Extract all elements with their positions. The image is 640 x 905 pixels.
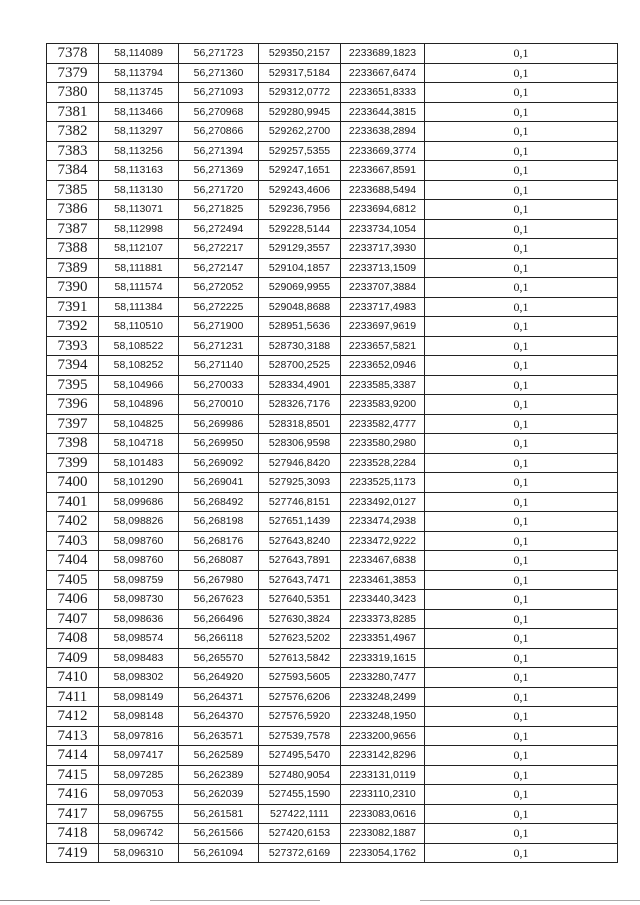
accuracy-cell: 0,1 [425, 551, 618, 571]
table-row [47, 843, 618, 863]
y-coordinate-cell: 2233461,3853 [341, 570, 425, 590]
point-number-cell: 7384 [47, 161, 99, 181]
y-coordinate-cell: 2233083,0616 [341, 804, 425, 824]
table-row [47, 570, 618, 590]
point-number-cell: 7408 [47, 629, 99, 649]
table-row [47, 44, 618, 64]
accuracy-cell: 0,1 [425, 492, 618, 512]
point-number-cell: 7388 [47, 239, 99, 259]
accuracy-cell: 0,1 [425, 258, 618, 278]
point-number-cell: 7387 [47, 219, 99, 239]
point-number-cell: 7393 [47, 336, 99, 356]
accuracy-cell: 0,1 [425, 161, 618, 181]
latitude-cell: 58,113297 [99, 122, 179, 142]
table-row [47, 239, 618, 259]
longitude-cell: 56,268198 [179, 512, 259, 532]
y-coordinate-cell: 2233440,3423 [341, 590, 425, 610]
table-row [47, 824, 618, 844]
longitude-cell: 56,266118 [179, 629, 259, 649]
point-number-cell: 7410 [47, 668, 99, 688]
coordinates-table-body [47, 44, 618, 863]
accuracy-cell: 0,1 [425, 336, 618, 356]
point-number-cell: 7379 [47, 63, 99, 83]
accuracy-cell: 0,1 [425, 765, 618, 785]
table-row [47, 531, 618, 551]
table-row [47, 180, 618, 200]
longitude-cell: 56,271720 [179, 180, 259, 200]
accuracy-cell: 0,1 [425, 83, 618, 103]
y-coordinate-cell: 2233131,0119 [341, 765, 425, 785]
table-row [47, 609, 618, 629]
accuracy-cell: 0,1 [425, 395, 618, 415]
x-coordinate-cell: 527455,1590 [259, 785, 341, 805]
table-row [47, 219, 618, 239]
point-number-cell: 7397 [47, 414, 99, 434]
latitude-cell: 58,096742 [99, 824, 179, 844]
longitude-cell: 56,262589 [179, 746, 259, 766]
longitude-cell: 56,270010 [179, 395, 259, 415]
x-coordinate-cell: 527576,5920 [259, 707, 341, 727]
latitude-cell: 58,098760 [99, 531, 179, 551]
x-coordinate-cell: 528730,3188 [259, 336, 341, 356]
y-coordinate-cell: 2233657,5821 [341, 336, 425, 356]
table-row [47, 473, 618, 493]
point-number-cell: 7381 [47, 102, 99, 122]
y-coordinate-cell: 2233248,1950 [341, 707, 425, 727]
y-coordinate-cell: 2233472,9222 [341, 531, 425, 551]
latitude-cell: 58,101290 [99, 473, 179, 493]
point-number-cell: 7382 [47, 122, 99, 142]
point-number-cell: 7383 [47, 141, 99, 161]
x-coordinate-cell: 527495,5470 [259, 746, 341, 766]
longitude-cell: 56,269950 [179, 434, 259, 454]
y-coordinate-cell: 2233280,7477 [341, 668, 425, 688]
accuracy-cell: 0,1 [425, 746, 618, 766]
longitude-cell: 56,272217 [179, 239, 259, 259]
longitude-cell: 56,264920 [179, 668, 259, 688]
x-coordinate-cell: 527422,1111 [259, 804, 341, 824]
x-coordinate-cell: 529257,5355 [259, 141, 341, 161]
accuracy-cell: 0,1 [425, 44, 618, 64]
x-coordinate-cell: 528306,9598 [259, 434, 341, 454]
table-row [47, 648, 618, 668]
y-coordinate-cell: 2233583,9200 [341, 395, 425, 415]
latitude-cell: 58,097053 [99, 785, 179, 805]
latitude-cell: 58,104718 [99, 434, 179, 454]
x-coordinate-cell: 529069,9955 [259, 278, 341, 298]
accuracy-cell: 0,1 [425, 63, 618, 83]
accuracy-cell: 0,1 [425, 824, 618, 844]
x-coordinate-cell: 527623,5202 [259, 629, 341, 649]
y-coordinate-cell: 2233351,4967 [341, 629, 425, 649]
longitude-cell: 56,271394 [179, 141, 259, 161]
accuracy-cell: 0,1 [425, 609, 618, 629]
y-coordinate-cell: 2233694,6812 [341, 200, 425, 220]
table-row [47, 258, 618, 278]
longitude-cell: 56,271140 [179, 356, 259, 376]
table-row [47, 434, 618, 454]
latitude-cell: 58,112998 [99, 219, 179, 239]
table-row [47, 726, 618, 746]
x-coordinate-cell: 527643,8240 [259, 531, 341, 551]
latitude-cell: 58,099686 [99, 492, 179, 512]
x-coordinate-cell: 527640,5351 [259, 590, 341, 610]
longitude-cell: 56,272052 [179, 278, 259, 298]
accuracy-cell: 0,1 [425, 590, 618, 610]
point-number-cell: 7394 [47, 356, 99, 376]
y-coordinate-cell: 2233585,3387 [341, 375, 425, 395]
point-number-cell: 7413 [47, 726, 99, 746]
latitude-cell: 58,113071 [99, 200, 179, 220]
longitude-cell: 56,262389 [179, 765, 259, 785]
accuracy-cell: 0,1 [425, 804, 618, 824]
accuracy-cell: 0,1 [425, 648, 618, 668]
longitude-cell: 56,266496 [179, 609, 259, 629]
footer-rule [420, 900, 640, 901]
x-coordinate-cell: 527372,6169 [259, 843, 341, 863]
latitude-cell: 58,110510 [99, 317, 179, 337]
x-coordinate-cell: 528334,4901 [259, 375, 341, 395]
coordinates-table [46, 43, 618, 863]
x-coordinate-cell: 529247,1651 [259, 161, 341, 181]
point-number-cell: 7417 [47, 804, 99, 824]
y-coordinate-cell: 2233689,1823 [341, 44, 425, 64]
y-coordinate-cell: 2233667,8591 [341, 161, 425, 181]
longitude-cell: 56,271369 [179, 161, 259, 181]
latitude-cell: 58,111881 [99, 258, 179, 278]
x-coordinate-cell: 527643,7891 [259, 551, 341, 571]
x-coordinate-cell: 527539,7578 [259, 726, 341, 746]
point-number-cell: 7416 [47, 785, 99, 805]
x-coordinate-cell: 529236,7956 [259, 200, 341, 220]
y-coordinate-cell: 2233688,5494 [341, 180, 425, 200]
table-row [47, 512, 618, 532]
longitude-cell: 56,271360 [179, 63, 259, 83]
x-coordinate-cell: 527480,9054 [259, 765, 341, 785]
latitude-cell: 58,112107 [99, 239, 179, 259]
table-row [47, 687, 618, 707]
longitude-cell: 56,267623 [179, 590, 259, 610]
point-number-cell: 7400 [47, 473, 99, 493]
table-row [47, 414, 618, 434]
point-number-cell: 7401 [47, 492, 99, 512]
accuracy-cell: 0,1 [425, 512, 618, 532]
latitude-cell: 58,097285 [99, 765, 179, 785]
table-row [47, 668, 618, 688]
accuracy-cell: 0,1 [425, 122, 618, 142]
point-number-cell: 7380 [47, 83, 99, 103]
table-row [47, 336, 618, 356]
accuracy-cell: 0,1 [425, 726, 618, 746]
accuracy-cell: 0,1 [425, 180, 618, 200]
x-coordinate-cell: 527613,5842 [259, 648, 341, 668]
table-row [47, 707, 618, 727]
longitude-cell: 56,264370 [179, 707, 259, 727]
longitude-cell: 56,262039 [179, 785, 259, 805]
table-row [47, 102, 618, 122]
x-coordinate-cell: 528700,2525 [259, 356, 341, 376]
latitude-cell: 58,113745 [99, 83, 179, 103]
x-coordinate-cell: 527420,6153 [259, 824, 341, 844]
x-coordinate-cell: 527946,8420 [259, 453, 341, 473]
accuracy-cell: 0,1 [425, 531, 618, 551]
accuracy-cell: 0,1 [425, 102, 618, 122]
point-number-cell: 7378 [47, 44, 99, 64]
x-coordinate-cell: 529104,1857 [259, 258, 341, 278]
latitude-cell: 58,096310 [99, 843, 179, 863]
y-coordinate-cell: 2233110,2310 [341, 785, 425, 805]
table-row [47, 785, 618, 805]
point-number-cell: 7412 [47, 707, 99, 727]
point-number-cell: 7407 [47, 609, 99, 629]
latitude-cell: 58,111384 [99, 297, 179, 317]
y-coordinate-cell: 2233373,8285 [341, 609, 425, 629]
longitude-cell: 56,270968 [179, 102, 259, 122]
x-coordinate-cell: 529262,2700 [259, 122, 341, 142]
latitude-cell: 58,098730 [99, 590, 179, 610]
latitude-cell: 58,098574 [99, 629, 179, 649]
x-coordinate-cell: 527593,5605 [259, 668, 341, 688]
point-number-cell: 7399 [47, 453, 99, 473]
y-coordinate-cell: 2233697,9619 [341, 317, 425, 337]
x-coordinate-cell: 528951,5636 [259, 317, 341, 337]
point-number-cell: 7411 [47, 687, 99, 707]
longitude-cell: 56,267980 [179, 570, 259, 590]
point-number-cell: 7390 [47, 278, 99, 298]
point-number-cell: 7414 [47, 746, 99, 766]
latitude-cell: 58,113163 [99, 161, 179, 181]
point-number-cell: 7405 [47, 570, 99, 590]
longitude-cell: 56,272225 [179, 297, 259, 317]
longitude-cell: 56,271825 [179, 200, 259, 220]
longitude-cell: 56,268087 [179, 551, 259, 571]
y-coordinate-cell: 2233200,9656 [341, 726, 425, 746]
accuracy-cell: 0,1 [425, 200, 618, 220]
table-row [47, 375, 618, 395]
table-row [47, 161, 618, 181]
y-coordinate-cell: 2233638,2894 [341, 122, 425, 142]
point-number-cell: 7418 [47, 824, 99, 844]
footer-rule [150, 900, 320, 901]
table-row [47, 629, 618, 649]
latitude-cell: 58,096755 [99, 804, 179, 824]
x-coordinate-cell: 529129,3557 [259, 239, 341, 259]
x-coordinate-cell: 527746,8151 [259, 492, 341, 512]
point-number-cell: 7392 [47, 317, 99, 337]
x-coordinate-cell: 527630,3824 [259, 609, 341, 629]
accuracy-cell: 0,1 [425, 219, 618, 239]
longitude-cell: 56,269986 [179, 414, 259, 434]
point-number-cell: 7385 [47, 180, 99, 200]
table-row [47, 122, 618, 142]
point-number-cell: 7415 [47, 765, 99, 785]
y-coordinate-cell: 2233248,2499 [341, 687, 425, 707]
latitude-cell: 58,113256 [99, 141, 179, 161]
longitude-cell: 56,261094 [179, 843, 259, 863]
x-coordinate-cell: 528326,7176 [259, 395, 341, 415]
y-coordinate-cell: 2233054,1762 [341, 843, 425, 863]
longitude-cell: 56,263571 [179, 726, 259, 746]
footer-rule [0, 900, 110, 901]
accuracy-cell: 0,1 [425, 278, 618, 298]
table-row [47, 453, 618, 473]
accuracy-cell: 0,1 [425, 570, 618, 590]
x-coordinate-cell: 528318,8501 [259, 414, 341, 434]
latitude-cell: 58,113130 [99, 180, 179, 200]
longitude-cell: 56,265570 [179, 648, 259, 668]
table-row [47, 141, 618, 161]
y-coordinate-cell: 2233582,4777 [341, 414, 425, 434]
accuracy-cell: 0,1 [425, 375, 618, 395]
x-coordinate-cell: 529350,2157 [259, 44, 341, 64]
accuracy-cell: 0,1 [425, 141, 618, 161]
point-number-cell: 7391 [47, 297, 99, 317]
longitude-cell: 56,261581 [179, 804, 259, 824]
latitude-cell: 58,098483 [99, 648, 179, 668]
x-coordinate-cell: 529280,9945 [259, 102, 341, 122]
point-number-cell: 7406 [47, 590, 99, 610]
point-number-cell: 7398 [47, 434, 99, 454]
accuracy-cell: 0,1 [425, 707, 618, 727]
accuracy-cell: 0,1 [425, 356, 618, 376]
x-coordinate-cell: 529243,4606 [259, 180, 341, 200]
longitude-cell: 56,269041 [179, 473, 259, 493]
y-coordinate-cell: 2233734,1054 [341, 219, 425, 239]
y-coordinate-cell: 2233669,3774 [341, 141, 425, 161]
latitude-cell: 58,114089 [99, 44, 179, 64]
point-number-cell: 7389 [47, 258, 99, 278]
y-coordinate-cell: 2233652,0946 [341, 356, 425, 376]
table-row [47, 83, 618, 103]
accuracy-cell: 0,1 [425, 453, 618, 473]
y-coordinate-cell: 2233644,3815 [341, 102, 425, 122]
latitude-cell: 58,098149 [99, 687, 179, 707]
longitude-cell: 56,261566 [179, 824, 259, 844]
y-coordinate-cell: 2233142,8296 [341, 746, 425, 766]
point-number-cell: 7403 [47, 531, 99, 551]
longitude-cell: 56,268176 [179, 531, 259, 551]
accuracy-cell: 0,1 [425, 434, 618, 454]
longitude-cell: 56,272494 [179, 219, 259, 239]
latitude-cell: 58,097417 [99, 746, 179, 766]
table-row [47, 63, 618, 83]
x-coordinate-cell: 527576,6206 [259, 687, 341, 707]
accuracy-cell: 0,1 [425, 317, 618, 337]
longitude-cell: 56,269092 [179, 453, 259, 473]
y-coordinate-cell: 2233082,1887 [341, 824, 425, 844]
latitude-cell: 58,101483 [99, 453, 179, 473]
y-coordinate-cell: 2233667,6474 [341, 63, 425, 83]
x-coordinate-cell: 529048,8688 [259, 297, 341, 317]
accuracy-cell: 0,1 [425, 239, 618, 259]
accuracy-cell: 0,1 [425, 687, 618, 707]
y-coordinate-cell: 2233717,4983 [341, 297, 425, 317]
accuracy-cell: 0,1 [425, 414, 618, 434]
accuracy-cell: 0,1 [425, 785, 618, 805]
table-row [47, 492, 618, 512]
latitude-cell: 58,113466 [99, 102, 179, 122]
table-row [47, 395, 618, 415]
table-row [47, 590, 618, 610]
y-coordinate-cell: 2233707,3884 [341, 278, 425, 298]
latitude-cell: 58,098759 [99, 570, 179, 590]
latitude-cell: 58,104825 [99, 414, 179, 434]
y-coordinate-cell: 2233319,1615 [341, 648, 425, 668]
latitude-cell: 58,098760 [99, 551, 179, 571]
y-coordinate-cell: 2233474,2938 [341, 512, 425, 532]
table-row [47, 297, 618, 317]
longitude-cell: 56,270033 [179, 375, 259, 395]
accuracy-cell: 0,1 [425, 843, 618, 863]
y-coordinate-cell: 2233580,2980 [341, 434, 425, 454]
accuracy-cell: 0,1 [425, 297, 618, 317]
longitude-cell: 56,264371 [179, 687, 259, 707]
y-coordinate-cell: 2233528,2284 [341, 453, 425, 473]
table-row [47, 200, 618, 220]
table-row [47, 551, 618, 571]
longitude-cell: 56,272147 [179, 258, 259, 278]
latitude-cell: 58,098636 [99, 609, 179, 629]
point-number-cell: 7396 [47, 395, 99, 415]
x-coordinate-cell: 527925,3093 [259, 473, 341, 493]
x-coordinate-cell: 527643,7471 [259, 570, 341, 590]
accuracy-cell: 0,1 [425, 629, 618, 649]
latitude-cell: 58,098302 [99, 668, 179, 688]
accuracy-cell: 0,1 [425, 668, 618, 688]
point-number-cell: 7386 [47, 200, 99, 220]
x-coordinate-cell: 529317,5184 [259, 63, 341, 83]
x-coordinate-cell: 527651,1439 [259, 512, 341, 532]
point-number-cell: 7419 [47, 843, 99, 863]
longitude-cell: 56,271093 [179, 83, 259, 103]
latitude-cell: 58,097816 [99, 726, 179, 746]
longitude-cell: 56,270866 [179, 122, 259, 142]
y-coordinate-cell: 2233717,3930 [341, 239, 425, 259]
point-number-cell: 7402 [47, 512, 99, 532]
y-coordinate-cell: 2233651,8333 [341, 83, 425, 103]
table-row [47, 765, 618, 785]
y-coordinate-cell: 2233713,1509 [341, 258, 425, 278]
x-coordinate-cell: 529312,0772 [259, 83, 341, 103]
longitude-cell: 56,271231 [179, 336, 259, 356]
point-number-cell: 7404 [47, 551, 99, 571]
accuracy-cell: 0,1 [425, 473, 618, 493]
latitude-cell: 58,111574 [99, 278, 179, 298]
latitude-cell: 58,113794 [99, 63, 179, 83]
table-row [47, 317, 618, 337]
latitude-cell: 58,104896 [99, 395, 179, 415]
y-coordinate-cell: 2233492,0127 [341, 492, 425, 512]
table-row [47, 356, 618, 376]
x-coordinate-cell: 529228,5144 [259, 219, 341, 239]
y-coordinate-cell: 2233525,1173 [341, 473, 425, 493]
longitude-cell: 56,271723 [179, 44, 259, 64]
longitude-cell: 56,271900 [179, 317, 259, 337]
latitude-cell: 58,104966 [99, 375, 179, 395]
table-row [47, 278, 618, 298]
table-row [47, 804, 618, 824]
latitude-cell: 58,098148 [99, 707, 179, 727]
latitude-cell: 58,108522 [99, 336, 179, 356]
point-number-cell: 7409 [47, 648, 99, 668]
longitude-cell: 56,268492 [179, 492, 259, 512]
latitude-cell: 58,108252 [99, 356, 179, 376]
latitude-cell: 58,098826 [99, 512, 179, 532]
y-coordinate-cell: 2233467,6838 [341, 551, 425, 571]
table-row [47, 746, 618, 766]
point-number-cell: 7395 [47, 375, 99, 395]
